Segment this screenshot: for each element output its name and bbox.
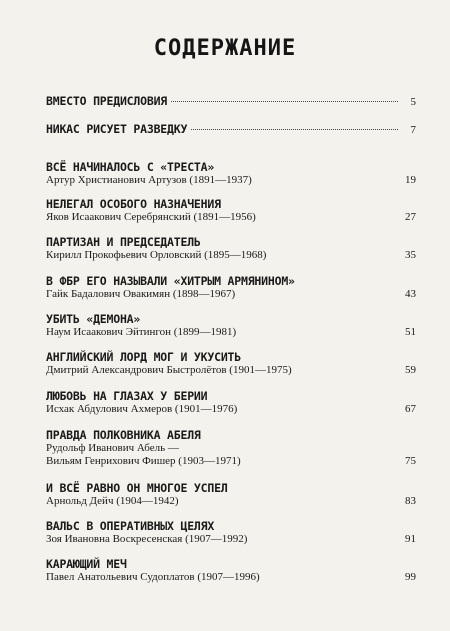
page-number: 99 [405, 571, 416, 583]
page-title: СОДЕРЖАНИЕ [153, 36, 297, 61]
toc-entry[interactable] [46, 94, 416, 108]
entry-author: Зоя Ивановна Воскресенская (1907—1992) [46, 533, 248, 545]
entry-author: Яков Исаакович Серебрянский (1891—1956) [46, 211, 256, 223]
page-number: 51 [405, 326, 416, 338]
entry-heading: ВСЁ НАЧИНАЛОСЬ С «ТРЕСТА» [46, 160, 215, 174]
entry-author: Павел Анатольевич Судоплатов (1907—1996) [46, 571, 260, 583]
entry-author: Наум Исаакович Эйтингон (1899—1981) [46, 326, 237, 338]
toc-entry[interactable] [46, 481, 416, 508]
entry-author: Гайк Бадалович Овакимян (1898—1967) [46, 288, 236, 300]
toc-entry[interactable] [46, 557, 416, 584]
entry-author-line2: Вильям Генрихович Фишер (1903—1971) [46, 455, 241, 467]
toc-entry[interactable] [46, 519, 416, 546]
entry-heading: И ВСЁ РАВНО ОН МНОГОЕ УСПЕЛ [46, 481, 228, 495]
entry-heading: УБИТЬ «ДЕМОНА» [46, 312, 141, 326]
toc-entry[interactable] [46, 122, 416, 136]
entry-heading: ЛЮБОВЬ НА ГЛАЗАХ У БЕРИИ [46, 389, 208, 403]
page-number: 91 [405, 533, 416, 545]
page-number: 67 [405, 403, 416, 415]
toc-entry[interactable] [46, 160, 416, 187]
entry-author: Дмитрий Александрович Быстролётов (1901—1975) [46, 364, 292, 376]
entry-author: Кирилл Прокофьевич Орловский (1895—1968) [46, 249, 267, 261]
entry-heading: КАРАЮЩИЙ МЕЧ [46, 557, 127, 571]
entry-heading: НИКАС РИСУЕТ РАЗВЕДКУ [46, 122, 188, 136]
page-number: 27 [405, 211, 416, 223]
toc-entry[interactable] [46, 428, 416, 468]
toc-entry[interactable] [46, 350, 416, 377]
entry-heading: ВМЕСТО ПРЕДИСЛОВИЯ [46, 94, 168, 108]
toc-entry[interactable] [46, 274, 416, 301]
entry-author: Арнольд Дейч (1904—1942) [46, 495, 179, 507]
entry-heading: АНГЛИЙСКИЙ ЛОРД МОГ И УКУСИТЬ [46, 350, 241, 364]
toc-entry[interactable] [46, 389, 416, 416]
toc-entry[interactable] [46, 235, 416, 262]
page-number: 59 [405, 364, 416, 376]
page-number: 83 [405, 495, 416, 507]
entry-heading: НЕЛЕГАЛ ОСОБОГО НАЗНАЧЕНИЯ [46, 197, 221, 211]
page-number: 35 [405, 249, 416, 261]
entry-author: Артур Христианович Артузов (1891—1937) [46, 174, 252, 186]
page-number: 19 [405, 174, 416, 186]
page-number: 75 [405, 455, 416, 467]
entry-heading: ВАЛЬС В ОПЕРАТИВНЫХ ЦЕЛЯХ [46, 519, 215, 533]
page-number: 5 [410, 96, 416, 108]
entry-heading: ПРАВДА ПОЛКОВНИКА АБЕЛЯ [46, 428, 201, 442]
entry-heading: В ФБР ЕГО НАЗЫВАЛИ «ХИТРЫМ АРМЯНИНОМ» [46, 274, 295, 288]
toc-entry[interactable] [46, 312, 416, 339]
entry-heading: ПАРТИЗАН И ПРЕДСЕДАТЕЛЬ [46, 235, 201, 249]
page-number: 7 [410, 124, 416, 136]
entry-author: Исхак Абдулович Ахмеров (1901—1976) [46, 403, 238, 415]
toc-entry[interactable] [46, 197, 416, 224]
entry-author: Рудольф Иванович Абель — [46, 442, 179, 454]
dot-leader [191, 129, 398, 130]
dot-leader [171, 101, 398, 102]
page-number: 43 [405, 288, 416, 300]
